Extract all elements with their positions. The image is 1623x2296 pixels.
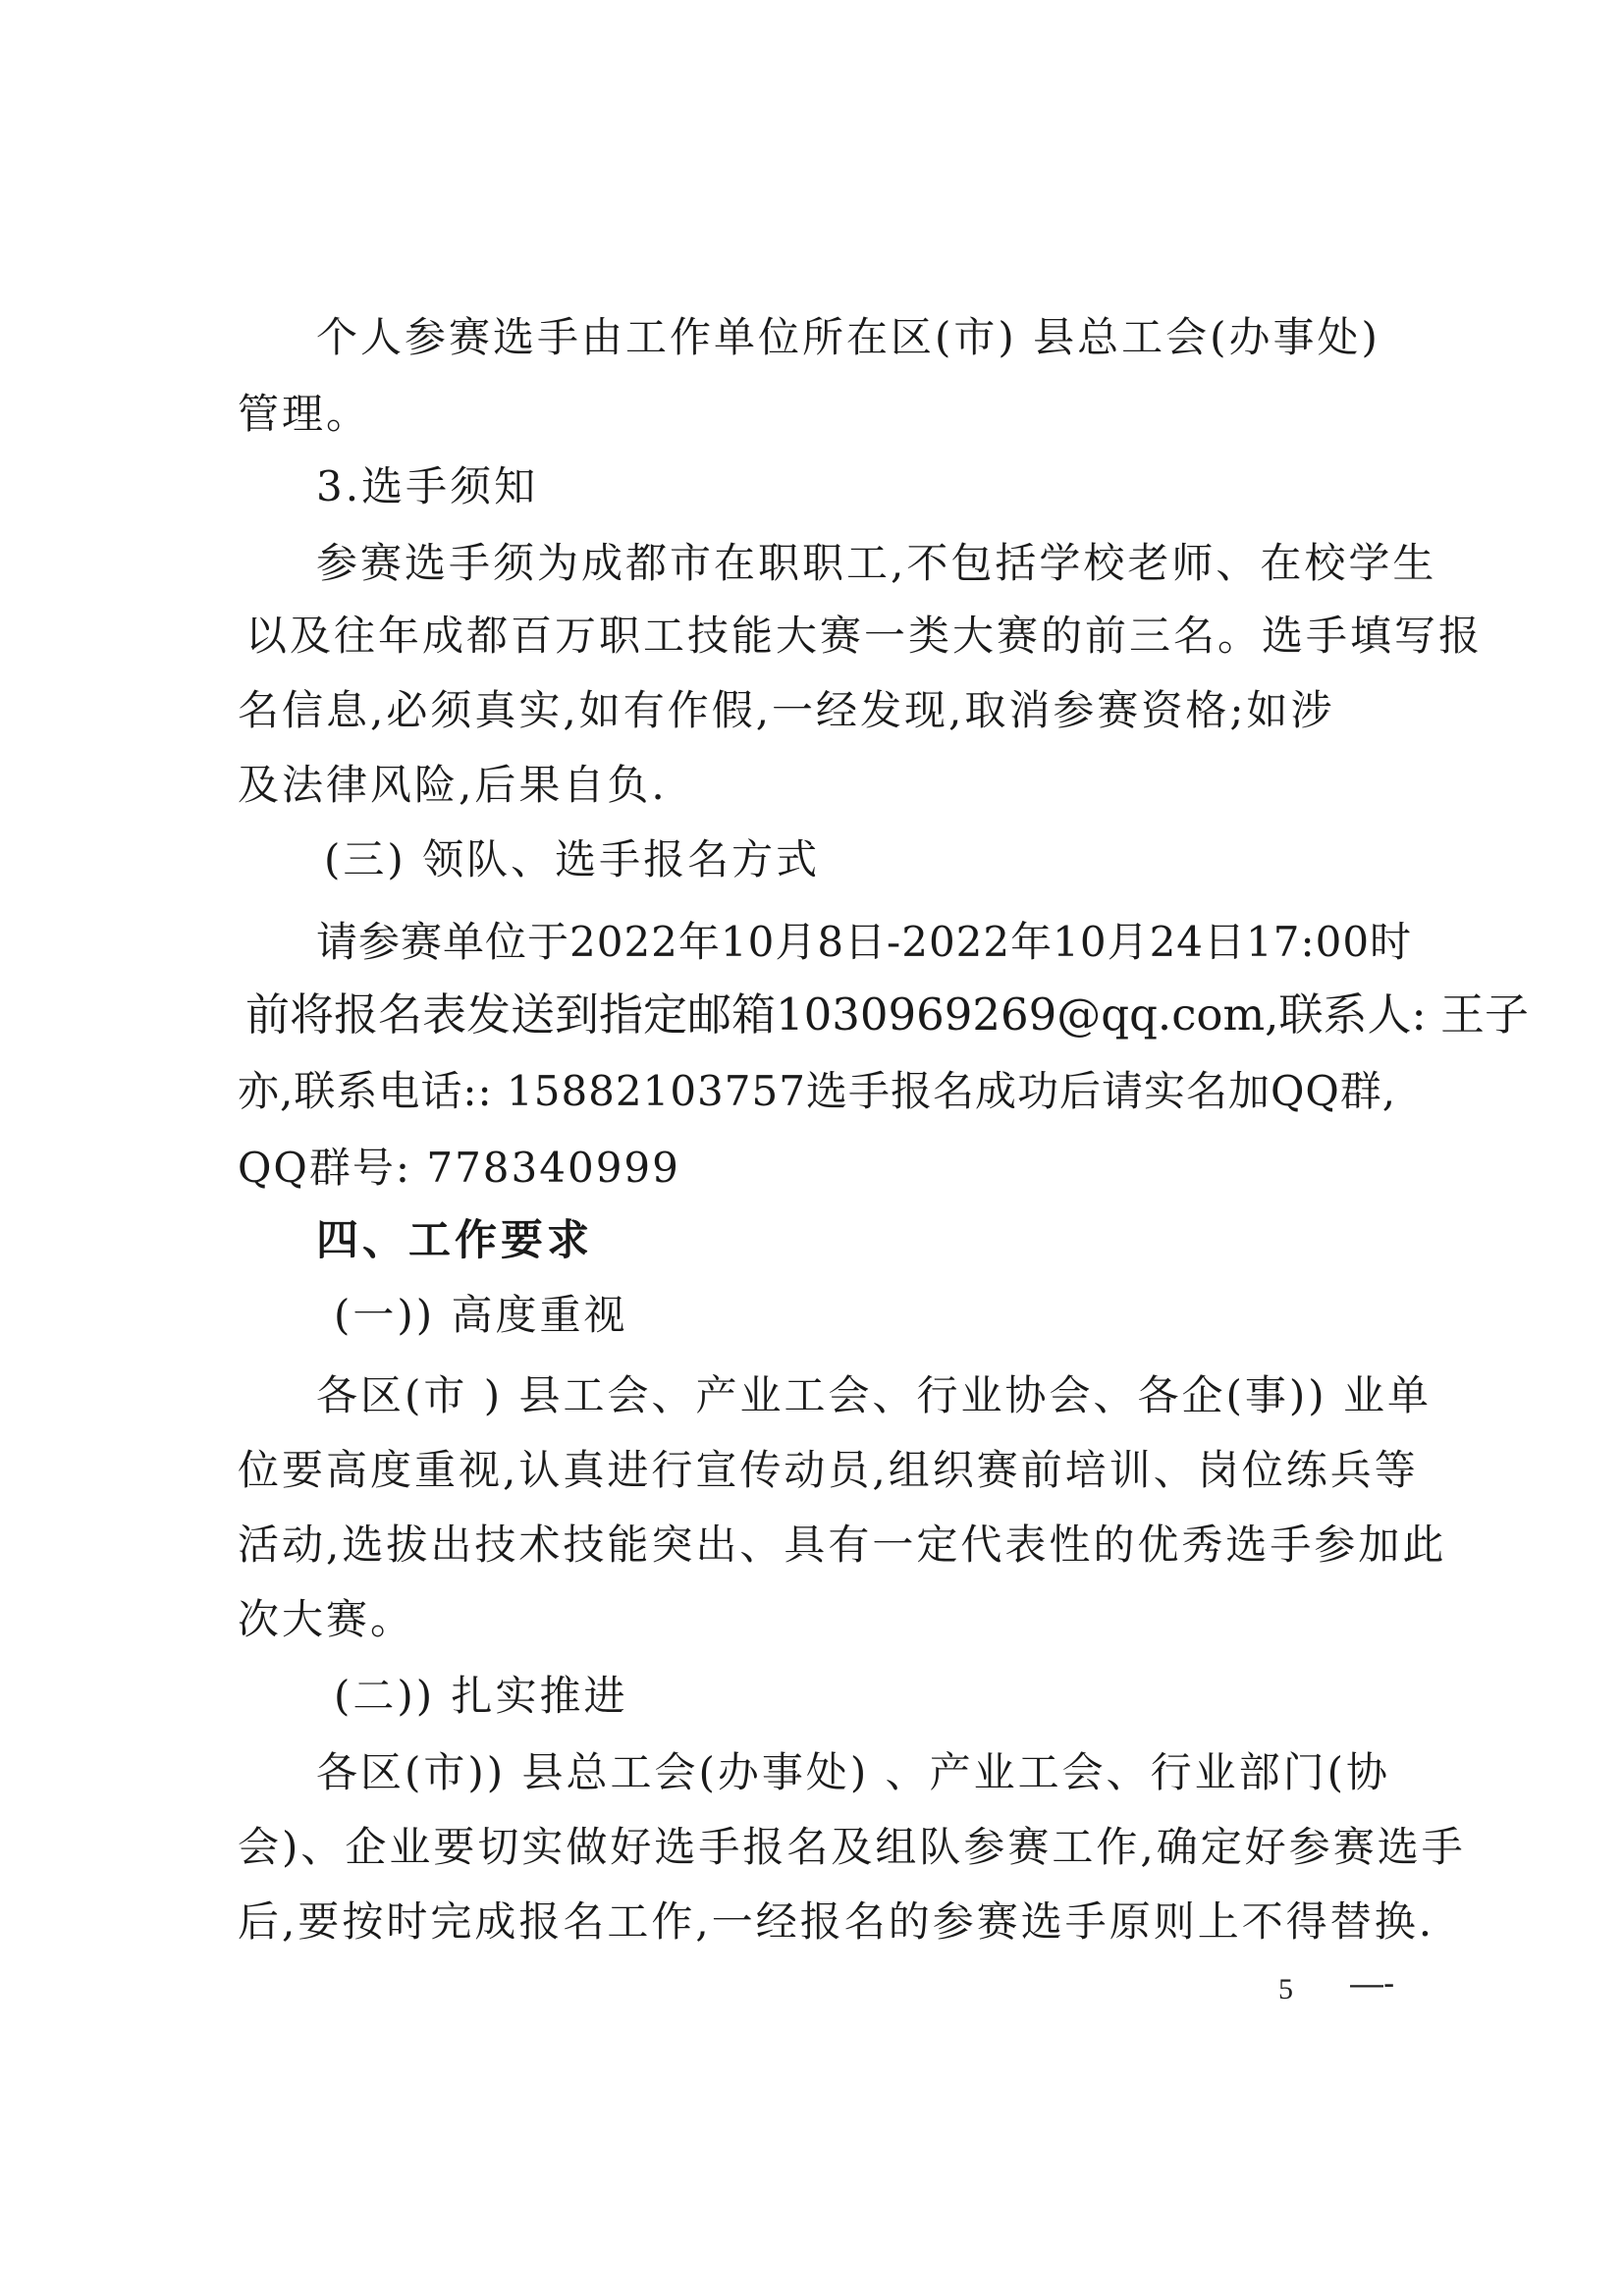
paragraph-line: 及法律风险,后果自负.: [238, 761, 668, 809]
paragraph-line: 会)、企业要切实做好选手报名及组队参赛工作,确定好参赛选手: [238, 1823, 1466, 1871]
section-subheading: (一)) 高度重视: [334, 1291, 628, 1339]
section-heading: 四、工作要求: [316, 1216, 593, 1265]
paragraph-line: 亦,联系电话:: 15882103757选手报名成功后请实名加QQ群,: [238, 1067, 1397, 1115]
paragraph-line: 次大赛。: [238, 1595, 415, 1643]
paragraph-line: 请参赛单位于2022年10月8日-2022年10月24日17:00时: [316, 918, 1413, 966]
paragraph-line: 名信息,必须真实,如有作假,一经发现,取消参赛资格;如涉: [238, 686, 1335, 734]
section-subheading: (三) 领队、选手报名方式: [324, 835, 821, 883]
section-subheading: 3.选手须知: [316, 462, 539, 510]
paragraph-line: 位要高度重视,认真进行宣传动员,组织赛前培训、岗位练兵等: [238, 1446, 1419, 1494]
paragraph-line: 前将报名表发送到指定邮箱1030969269@qq.com,联系人: 王子: [245, 988, 1529, 1041]
page-number-dash: —-: [1350, 1965, 1395, 2002]
paragraph-line: 活动,选拔出技术技能突出、具有一定代表性的优秀选手参加此: [238, 1521, 1447, 1569]
paragraph-line: 管理。: [238, 390, 371, 438]
paragraph-line: 参赛选手须为成都市在职职工,不包括学校老师、在校学生: [316, 539, 1437, 587]
paragraph-line: 以及往年成都百万职工技能大赛一类大赛的前三名。选手填写报: [245, 612, 1484, 660]
paragraph-line: 后,要按时完成报名工作,一经报名的参赛选手原则上不得替换.: [238, 1897, 1435, 1946]
paragraph-line: 各区(市)) 县总工会(办事处) 、产业工会、行业部门(协: [316, 1748, 1391, 1796]
section-subheading: (二)) 扎实推进: [334, 1672, 628, 1720]
paragraph-line: 个人参赛选手由工作单位所在区(市) 县总工会(办事处): [316, 313, 1380, 361]
page-number: 5: [1278, 1973, 1293, 2005]
paragraph-line: 各区(市 ) 县工会、产业工会、行业协会、各企(事)) 业单: [316, 1371, 1432, 1419]
paragraph-line: QQ群号: 778340999: [238, 1144, 680, 1192]
